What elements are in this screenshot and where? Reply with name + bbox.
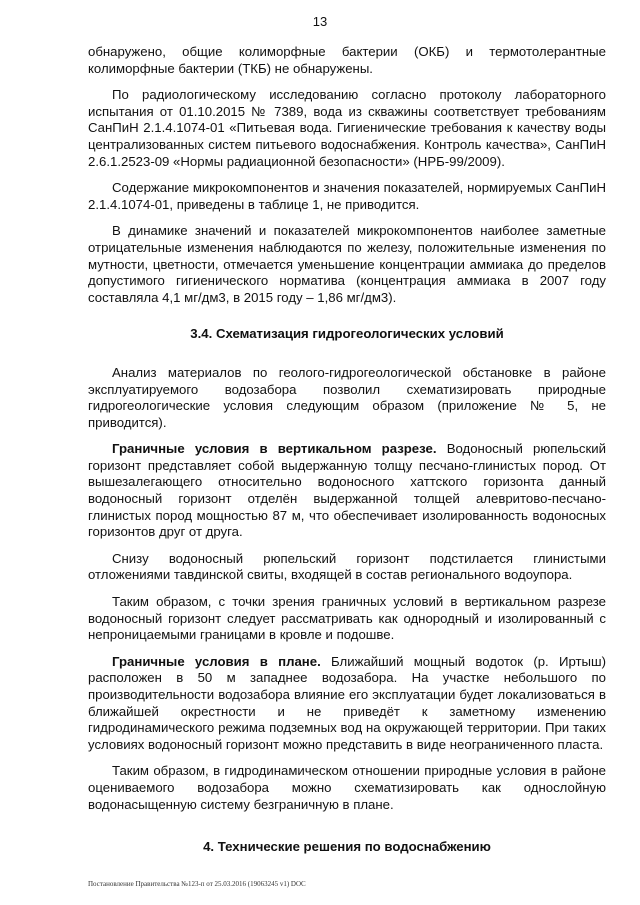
paragraph-vertical-conclusion: Таким образом, с точки зрения граничных условий в вертикальном разрезе водоносный горизонт следует рассматривать как однородный и изолированный с непроницаемыми границами в кровле и подошве. [88,594,606,643]
document-footer: Постановление Правительства №123-п от 25.03.2016 (19063245 v1) DOC [88,880,306,888]
section-heading-3-4: 3.4. Схематизация гидрогеологических условий [190,326,504,342]
paragraph-microcomponents: Содержание микрокомпонентов и значения показателей, нормируемых СанПиН 2.1.4.1074-01, приведены в таблице 1, не приводится. [88,180,606,212]
vertical-boundary-text: Водоносный рюпельский горизонт представляет собой выдержанную толщу песчано-глинистых пород. От вышезалегающего относительно водоносного хаттского горизонта данный водоносный горизонт отделён выдержанной толщей алевритово-песчано-глинистых пород мощностью 87 м, что обеспечивает изолированность водоносных горизонтов друг от друга. [88,441,606,540]
section-heading-4: 4. Технические решения по водоснабжению [203,839,491,855]
paragraph-analysis: Анализ материалов по геолого-гидрогеологической обстановке в районе эксплуатируемого водозабора позволил схематизировать природные гидрогеологические условия следующим образом (приложение № 5, не приводится). [88,364,606,430]
paragraph-continuation: обнаружено, общие колиморфные бактерии (ОКБ) и термотолерантные колиморфные бактерии (ТКБ) не обнаружены. [88,44,606,76]
paragraph-plan-boundary [88,654,606,754]
paragraph-hydrodynamic-conclusion: Таким образом, в гидродинамическом отношении природные условия в районе оцениваемого водозабора можно схематизировать как однослойную водонасыщенную систему безграничную в плане. [88,763,606,812]
plan-boundary-title: Граничные условия в плане. [112,653,321,669]
paragraph-underlying: Снизу водоносный рюпельский горизонт подстилается глинистыми отложениями тавдинской свиты, входящей в состав регионального водоупора. [88,550,606,583]
paragraph-radiology: По радиологическому исследованию согласно протоколу лабораторного испытания от 01.10.2015 № 7389, вода из скважины соответствует требованиям СанПиН 2.1.4.1074-01 «Питьевая вода. Гигиенические требования к качеству воды централизованных систем питьевого водоснабжения. Контроль качества», СанПиН 2.6.1.2523-09 «Нормы радиационной безопасности» (НРБ-99/2009). [88,87,606,169]
paragraph-vertical-boundary [88,441,606,541]
vertical-boundary-title: Граничные условия в вертикальном разрезе. [112,441,437,457]
plan-boundary-text: Ближайший мощный водоток (р. Иртыш) расположен в 50 м западнее водозабора. На участке небольшого по производительности водозабора влияние его эксплуатации будет локализоваться в ближайшей окрестности и не приведёт к заметному изменению гидродинамического режима подземных вод на окружающей территории. При таких условиях водоносный горизонт можно представить в виде неограниченного пласта. [88,653,607,752]
paragraph-dynamics: В динамике значений и показателей микрокомпонентов наиболее заметные отрицательные изменения наблюдаются по железу, положительные изменения по мутности, цветности, отмечается уменьшение концентрации аммиака до пределов допустимого гигиенического норматива (концентрация аммиака в 2007 году составляла 4,1 мг/дм3, в 2015 году – 1,86 мг/дм3). [88,223,606,305]
page-number: 13 [312,14,328,29]
document-body [88,44,606,878]
